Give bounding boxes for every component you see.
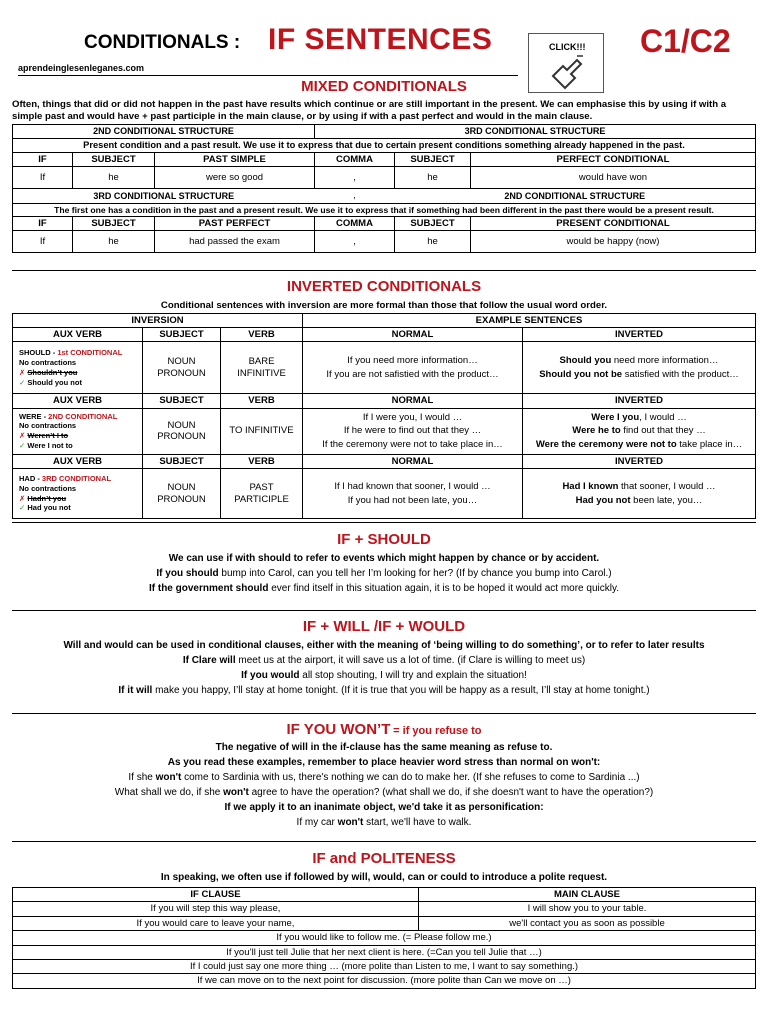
cell: would be happy (now): [471, 231, 756, 253]
example-bold: Should you: [559, 355, 612, 367]
example-rest: , I would …: [639, 411, 687, 423]
will-title: IF + WILL /IF + WOULD: [302, 618, 466, 635]
no-contractions: No contractions: [19, 421, 77, 431]
table-row: [13, 959, 756, 973]
politeness-section: [12, 841, 756, 989]
cell: If: [13, 167, 73, 189]
mixed-title: MIXED CONDITIONALS: [301, 78, 467, 95]
example-bold: Should you not be: [539, 368, 623, 380]
example: [525, 411, 753, 425]
example: If he were to find out that they …: [343, 425, 482, 437]
examples-header: EXAMPLE SENTENCES: [303, 313, 756, 327]
wont-example: If my car won't start, we'll have to walk.: [296, 817, 472, 828]
should-title: IF + SHOULD: [337, 531, 431, 548]
example: If you need more information…: [347, 355, 478, 367]
cell: If I could just say one more thing … (more polite than Listen to me, I want to say something.): [13, 959, 756, 973]
col-normal: NORMAL: [303, 454, 523, 468]
example: [525, 438, 753, 452]
will-example: If it will make you happy, I’ll stay at home tonight. (If it is true that you will be happy as a result, I’ll stay at home tonight.): [118, 685, 650, 696]
cell: If: [13, 231, 73, 253]
mixed-intro: Often, things that did or did not happen in the past have results which continue or are still important in the present. We can emphasise this by using if with a simple past and would have + past participle in the main clause, or by using if with a past perfect and would in the main clause.: [12, 99, 727, 122]
col-past-perfect: PAST PERFECT: [155, 217, 315, 231]
col-if: IF: [13, 217, 73, 231]
example: [525, 368, 753, 382]
cell: ,: [315, 167, 395, 189]
example-rest: satisfied with the product…: [622, 368, 739, 380]
politeness-table: [12, 887, 756, 989]
verb-cell: PAST PARTICIPLE: [221, 469, 303, 519]
example: If the ceremony were not to take place in…: [322, 439, 503, 451]
col-comma: COMMA: [315, 217, 395, 231]
col-subject-2: SUBJECT: [395, 152, 471, 166]
structure-2nd-header: 2ND CONDITIONAL STRUCTURE: [13, 124, 315, 138]
cell: I will show you to your table.: [419, 902, 756, 916]
wrong-form: Weren’t I to: [27, 431, 69, 441]
col-verb: VERB: [221, 454, 303, 468]
cross-icon: ✗: [19, 367, 26, 377]
should-example: If the government should ever find itself in this situation again, it is to be hoped it would act more quickly.: [148, 583, 619, 594]
example: [525, 480, 753, 494]
worksheet: [12, 0, 756, 987]
table-row: [13, 408, 756, 454]
inverted-cell: [523, 408, 756, 454]
inverted-cell: [523, 469, 756, 519]
click-label: CLICK!!!: [549, 42, 586, 52]
col-main-clause: MAIN CLAUSE: [419, 888, 756, 902]
col-subject-2: SUBJECT: [395, 217, 471, 231]
example-bold: Were I you: [591, 411, 640, 423]
cell: would have won: [471, 167, 756, 189]
should-section: [12, 522, 756, 595]
check-icon: ✓: [19, 377, 26, 387]
example-rest: take place in…: [676, 439, 743, 451]
col-normal: NORMAL: [303, 394, 523, 408]
example-bold: Were the ceremony were not to: [535, 439, 677, 451]
aux-condition: 2ND CONDITIONAL: [48, 411, 118, 421]
should-example: If you should bump into Carol, can you tell her I’m looking for her? (If by chance you bump into Carol.): [156, 568, 612, 579]
subject-cell: NOUN PRONOUN: [143, 342, 221, 394]
subject-cell: NOUN PRONOUN: [143, 408, 221, 454]
mixed-section: [12, 78, 756, 253]
aux-name: WERE -: [19, 411, 49, 421]
col-aux-verb: AUX VERB: [13, 454, 143, 468]
structure-2nd-header-b: 2ND CONDITIONAL STRUCTURE: [395, 189, 756, 203]
cell: he: [395, 167, 471, 189]
header: [12, 0, 756, 73]
right-form: Should you not: [27, 377, 82, 387]
wont-title-row: [12, 721, 756, 739]
normal-cell: [303, 469, 523, 519]
wont-line: As you read these examples, remember to place heavier word stress than normal on won't:: [167, 757, 601, 768]
cell: we'll contact you as soon as possible: [419, 916, 756, 930]
col-subject: SUBJECT: [73, 152, 155, 166]
wrong-form: Shouldn’t you: [27, 367, 78, 377]
table-row: [13, 902, 756, 916]
table-row: [13, 945, 756, 959]
example-bold: Had you not: [575, 494, 631, 506]
mixed-desc-1: Present condition and a past result. We use it to express that due to certain present conditions something already happened in the past.: [13, 138, 756, 152]
structure-3rd-header: 3RD CONDITIONAL STRUCTURE: [315, 124, 756, 138]
title-conditionals: CONDITIONALS :: [84, 32, 241, 53]
cell: If we can move on to the next point for discussion. (more polite than Can we move on …): [13, 974, 756, 988]
example-rest: that sooner, I would …: [618, 480, 716, 492]
level-label: C1/C2: [640, 23, 731, 59]
col-inverted: INVERTED: [523, 327, 756, 341]
wont-line: If we apply it to an inanimate object, we'd take it as personification:: [224, 802, 544, 813]
example-bold: Had I known: [562, 480, 619, 492]
col-subject: SUBJECT: [143, 327, 221, 341]
cell: had passed the exam: [155, 231, 315, 253]
wont-subtitle: = if you refuse to: [393, 725, 482, 737]
col-subject: SUBJECT: [73, 217, 155, 231]
example-bold: Were he to: [572, 425, 621, 437]
cell: If you would care to leave your name,: [13, 916, 419, 930]
right-form: Had you not: [27, 503, 71, 513]
cross-icon: ✗: [19, 431, 26, 441]
verb-cell: BARE INFINITIVE: [221, 342, 303, 394]
cell: ,: [315, 231, 395, 253]
col-verb: VERB: [221, 394, 303, 408]
aux-cell: [13, 408, 143, 454]
col-present-conditional: PRESENT CONDITIONAL: [471, 217, 756, 231]
cell: he: [73, 167, 155, 189]
structure-3rd-header-b: 3RD CONDITIONAL STRUCTURE: [13, 189, 315, 203]
politeness-title: IF and POLITENESS: [312, 850, 456, 867]
example: If I were you, I would …: [362, 411, 463, 423]
mixed-desc-2: The first one has a condition in the past and a present result. We use it to express that if something had been different in the past there would be a present result.: [13, 203, 756, 216]
table-row: [13, 469, 756, 519]
check-icon: ✓: [19, 503, 26, 513]
wont-section: [12, 713, 756, 829]
mixed-table-1: [12, 124, 756, 253]
table-row: [13, 931, 756, 945]
col-perfect-conditional: PERFECT CONDITIONAL: [471, 152, 756, 166]
will-section: [12, 610, 756, 697]
check-icon: ✓: [19, 440, 26, 450]
aux-name: HAD -: [19, 474, 42, 484]
col-inverted: INVERTED: [523, 454, 756, 468]
cross-icon: ✗: [19, 493, 26, 503]
politeness-intro: In speaking, we often use if followed by will, would, can or could to introduce a polite request.: [160, 872, 608, 883]
aux-cell: [13, 342, 143, 394]
normal-cell: [303, 408, 523, 454]
verb-cell: TO INFINITIVE: [221, 408, 303, 454]
cell: were so good: [155, 167, 315, 189]
example: [525, 354, 753, 368]
inverted-intro: Conditional sentences with inversion are more formal than those that follow the usual word order.: [160, 300, 608, 311]
col-if-clause: IF CLAUSE: [13, 888, 419, 902]
example: If I had known that sooner, I would …: [334, 480, 491, 492]
header-divider: [18, 75, 518, 76]
col-comma: COMMA: [315, 152, 395, 166]
table-row: [13, 916, 756, 930]
aux-condition: 1st CONDITIONAL: [57, 348, 123, 358]
site-url[interactable]: aprendeinglesenleganes.com: [18, 63, 145, 73]
no-contractions: No contractions: [19, 483, 77, 493]
aux-condition: 3RD CONDITIONAL: [41, 474, 112, 484]
inverted-title: INVERTED CONDITIONALS: [286, 278, 482, 295]
table-row: [13, 974, 756, 988]
example: If you are not safistied with the product…: [326, 368, 499, 380]
should-line: We can use if with should to refer to events which might happen by chance or by accident.: [168, 553, 600, 564]
example-rest: find out that they …: [620, 425, 706, 437]
example-rest: been late, you…: [630, 494, 703, 506]
inverted-section: [12, 278, 756, 519]
example: [525, 424, 753, 438]
inverted-cell: [523, 342, 756, 394]
cell: If you’ll just tell Julie that her next client is here. (=Can you tell Julie that …): [13, 945, 756, 959]
col-normal: NORMAL: [303, 327, 523, 341]
inversion-header: INVERSION: [13, 313, 303, 327]
aux-name: SHOULD -: [19, 348, 58, 358]
col-aux-verb: AUX VERB: [13, 394, 143, 408]
subject-cell: NOUN PRONOUN: [143, 469, 221, 519]
example: [525, 494, 753, 508]
cell: If you would like to follow me. (= Please follow me.): [13, 931, 756, 945]
wont-example: What shall we do, if she won't agree to have the operation? (what shall we do, if she doesn't want to have the operation?): [114, 787, 654, 798]
col-if: IF: [13, 152, 73, 166]
wont-example: If she won't come to Sardinia with us, there's nothing we can do to make her. (If she refuses to come to Sardinia ...): [128, 772, 640, 783]
col-inverted: INVERTED: [523, 394, 756, 408]
cell: he: [73, 231, 155, 253]
col-subject: SUBJECT: [143, 454, 221, 468]
will-example: If you would all stop shouting, I will try and explain the situation!: [241, 670, 527, 681]
normal-cell: [303, 342, 523, 394]
example: If you had not been late, you…: [347, 494, 478, 506]
cell: If you will step this way please,: [13, 902, 419, 916]
col-aux-verb: AUX VERB: [13, 327, 143, 341]
table-row: [13, 342, 756, 394]
aux-cell: [13, 469, 143, 519]
divider: [12, 270, 756, 271]
right-form: Were I not to: [27, 440, 73, 450]
inverted-table: [12, 313, 756, 520]
col-verb: VERB: [221, 327, 303, 341]
cell: ,: [315, 189, 395, 203]
col-past-simple: PAST SIMPLE: [155, 152, 315, 166]
wrong-form: Hadn’t you: [27, 493, 67, 503]
will-example: If Clare will meet us at the airport, it will save us a lot of time. (if Clare is willing to meet us): [182, 655, 586, 666]
will-line: Will and would can be used in conditional clauses, either with the meaning of ‘being willing to do something’, or to refer to later results: [63, 640, 705, 651]
title-if-sentences: IF SENTENCES: [268, 23, 493, 56]
wont-title: IF YOU WON’T: [286, 721, 391, 738]
wont-line: The negative of will in the if-clause has the same meaning as refuse to.: [215, 742, 553, 753]
example-rest: need more information…: [611, 355, 719, 367]
cell: he: [395, 231, 471, 253]
col-subject: SUBJECT: [143, 394, 221, 408]
no-contractions: No contractions: [19, 358, 77, 368]
